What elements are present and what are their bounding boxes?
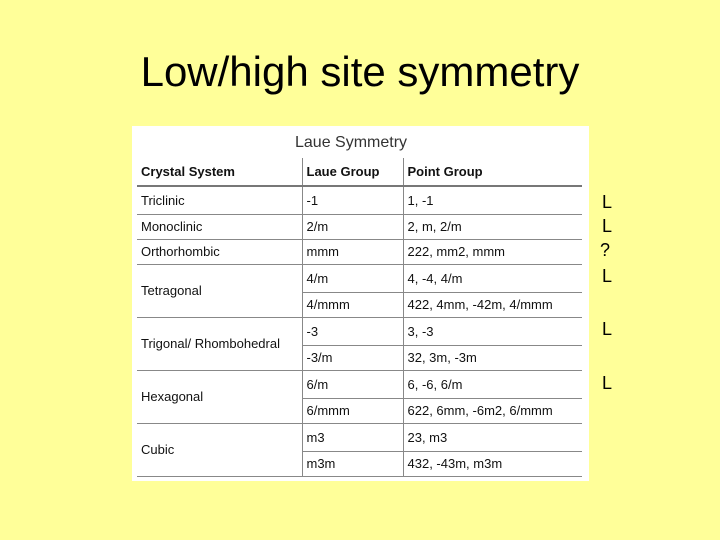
point-group-cell: 432, -43m, m3m bbox=[403, 451, 582, 476]
crystal-system-cell: Monoclinic bbox=[137, 214, 302, 239]
crystal-system-cell: Triclinic bbox=[137, 186, 302, 214]
point-group-cell: 422, 4mm, -42m, 4/mmm bbox=[403, 292, 582, 317]
table-row bbox=[137, 214, 582, 239]
laue-group-cell: 4/mmm bbox=[302, 292, 403, 317]
side-mark-orthorhombic: ? bbox=[600, 240, 611, 260]
point-group-cell: 622, 6mm, -6m2, 6/mmm bbox=[403, 398, 582, 423]
point-group-cell: 32, 3m, -3m bbox=[403, 345, 582, 370]
laue-group-cell: 6/m bbox=[302, 370, 403, 398]
laue-group-cell: -3/m bbox=[302, 345, 403, 370]
laue-group-cell: m3m bbox=[302, 451, 403, 476]
point-group-cell: 1, -1 bbox=[403, 186, 582, 214]
table-header-row bbox=[137, 158, 582, 186]
laue-symmetry-panel bbox=[132, 126, 589, 481]
laue-group-cell: 2/m bbox=[302, 214, 403, 239]
laue-group-cell: 4/m bbox=[302, 264, 403, 292]
table-row bbox=[137, 239, 582, 264]
laue-group-cell: -1 bbox=[302, 186, 403, 214]
table-caption: Laue Symmetry bbox=[295, 134, 408, 151]
crystal-system-cell: Cubic bbox=[137, 423, 302, 476]
side-mark-hexagonal: L bbox=[602, 373, 613, 393]
point-group-cell: 4, -4, 4/m bbox=[403, 264, 582, 292]
point-group-cell: 3, -3 bbox=[403, 317, 582, 345]
point-group-cell: 222, mm2, mmm bbox=[403, 239, 582, 264]
laue-group-cell: mmm bbox=[302, 239, 403, 264]
crystal-system-cell: Hexagonal bbox=[137, 370, 302, 423]
laue-group-cell: 6/mmm bbox=[302, 398, 403, 423]
table-row bbox=[137, 264, 582, 292]
side-mark-monoclinic: L bbox=[602, 216, 613, 236]
laue-group-cell: m3 bbox=[302, 423, 403, 451]
table-row bbox=[137, 317, 582, 345]
header-point-group: Point Group bbox=[403, 158, 582, 186]
point-group-cell: 23, m3 bbox=[403, 423, 582, 451]
crystal-system-cell: Tetragonal bbox=[137, 264, 302, 317]
laue-symmetry-table bbox=[137, 158, 582, 477]
slide-title: Low/high site symmetry bbox=[140, 48, 580, 95]
table-row bbox=[137, 186, 582, 214]
point-group-cell: 6, -6, 6/m bbox=[403, 370, 582, 398]
side-mark-tetragonal: L bbox=[602, 266, 613, 286]
point-group-cell: 2, m, 2/m bbox=[403, 214, 582, 239]
table-row bbox=[137, 423, 582, 451]
laue-group-cell: -3 bbox=[302, 317, 403, 345]
table-row bbox=[137, 370, 582, 398]
side-mark-trigonal: L bbox=[602, 319, 613, 339]
crystal-system-cell: Trigonal/ Rhombohedral bbox=[137, 317, 302, 370]
header-laue-group: Laue Group bbox=[302, 158, 403, 186]
header-crystal-system: Crystal System bbox=[137, 158, 302, 186]
side-mark-triclinic: L bbox=[602, 192, 613, 212]
crystal-system-cell: Orthorhombic bbox=[137, 239, 302, 264]
